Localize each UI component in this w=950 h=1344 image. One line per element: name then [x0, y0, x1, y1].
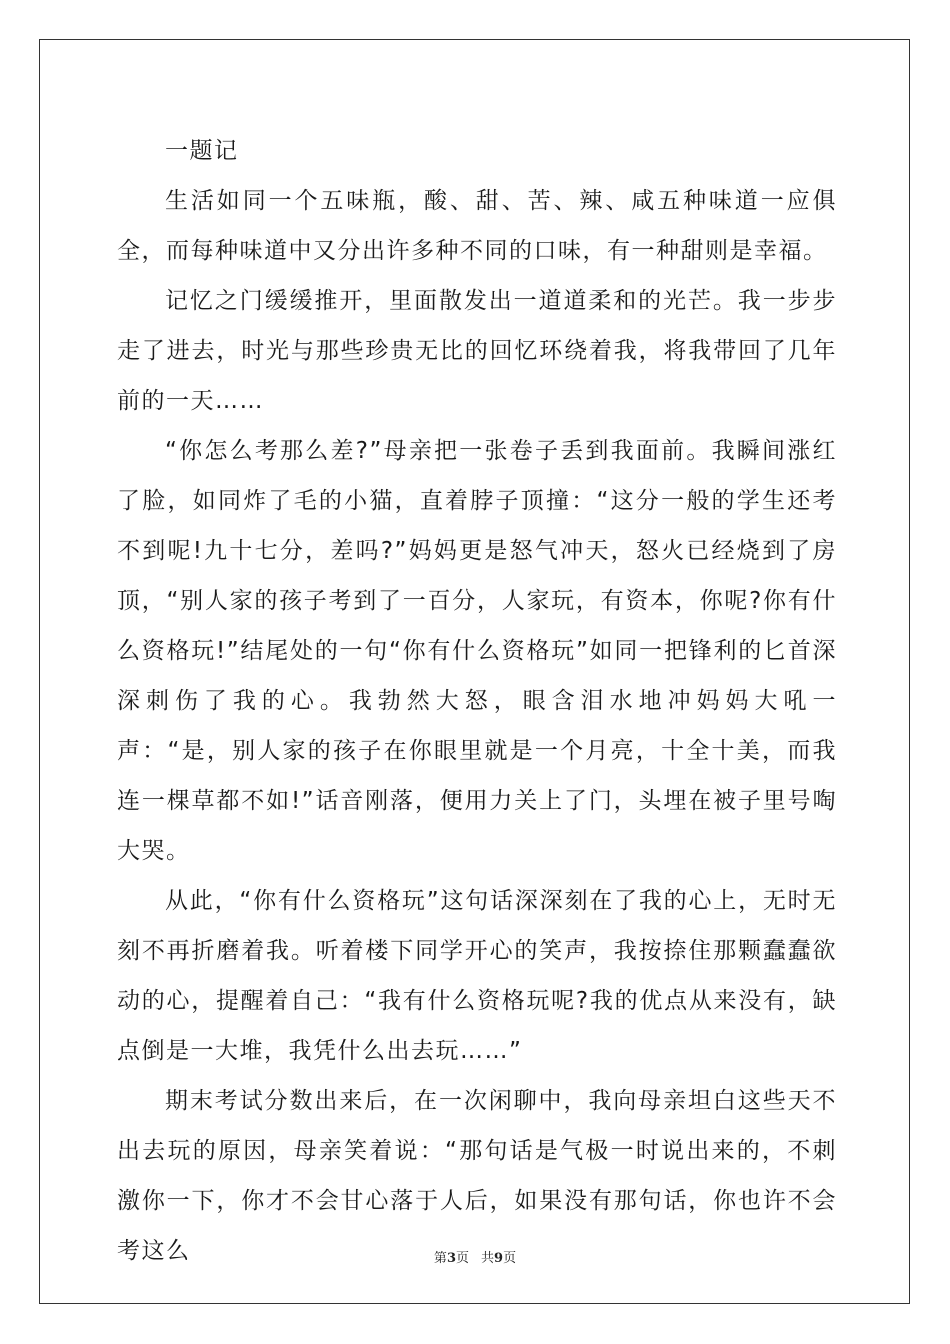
total-suffix: 页 — [503, 1251, 517, 1266]
paragraph: 生活如同一个五味瓶，酸、甜、苦、辣、咸五种味道一应俱全，而每种味道中又分出许多种不同的口味，有一种甜则是幸福。 — [117, 188, 837, 264]
total-prefix: 共 — [481, 1251, 495, 1266]
total-pages: 9 — [494, 1251, 504, 1266]
page-prefix: 第 — [433, 1251, 447, 1266]
document-body — [117, 126, 837, 1276]
page-suffix: 页 — [455, 1251, 469, 1266]
paragraph-title: 一题记 — [165, 138, 239, 164]
paragraph: 期末考试分数出来后，在一次闲聊中，我向母亲坦白这些天不出去玩的原因，母亲笑着说：“那句话是气极一时说出来的，不刺激你一下，你才不会甘心落于人后，如果没有那句话，你也许不会考这么 — [117, 1088, 837, 1264]
page-footer — [0, 1247, 950, 1266]
paragraph: 从此，“你有什么资格玩”这句话深深刻在了我的心上，无时无刻不再折磨着我。听着楼下同学开心的笑声，我按捺住那颗蠢蠢欲动的心，提醒着自己：“我有什么资格玩呢?我的优点从来没有，缺点倒是一大堆，我凭什么出去玩……” — [117, 888, 837, 1064]
paragraph: 记忆之门缓缓推开，里面散发出一道道柔和的光芒。我一步步走了进去，时光与那些珍贵无比的回忆环绕着我，将我带回了几年前的一天…… — [117, 288, 837, 414]
page-number: 3 — [446, 1251, 456, 1266]
paragraph: “你怎么考那么差?”母亲把一张卷子丢到我面前。我瞬间涨红了脸，如同炸了毛的小猫，直着脖子顶撞：“这分一般的学生还考不到呢!九十七分，差吗?”妈妈更是怒气冲天，怒火已经烧到了房顶，“别人家的孩子考到了一百分，人家玩，有资本，你呢?你有什么资格玩!”结尾处的一句“你有什么资格玩”如同一把锋利的匕首深深刺伤了我的心。我勃然大怒，眼含泪水地冲妈妈大吼一声：“是，别人家的孩子在你眼里就是一个月亮，十全十美，而我连一棵草都不如!”话音刚落，便用力关上了门，头埋在被子里号啕大哭。 — [117, 438, 837, 864]
